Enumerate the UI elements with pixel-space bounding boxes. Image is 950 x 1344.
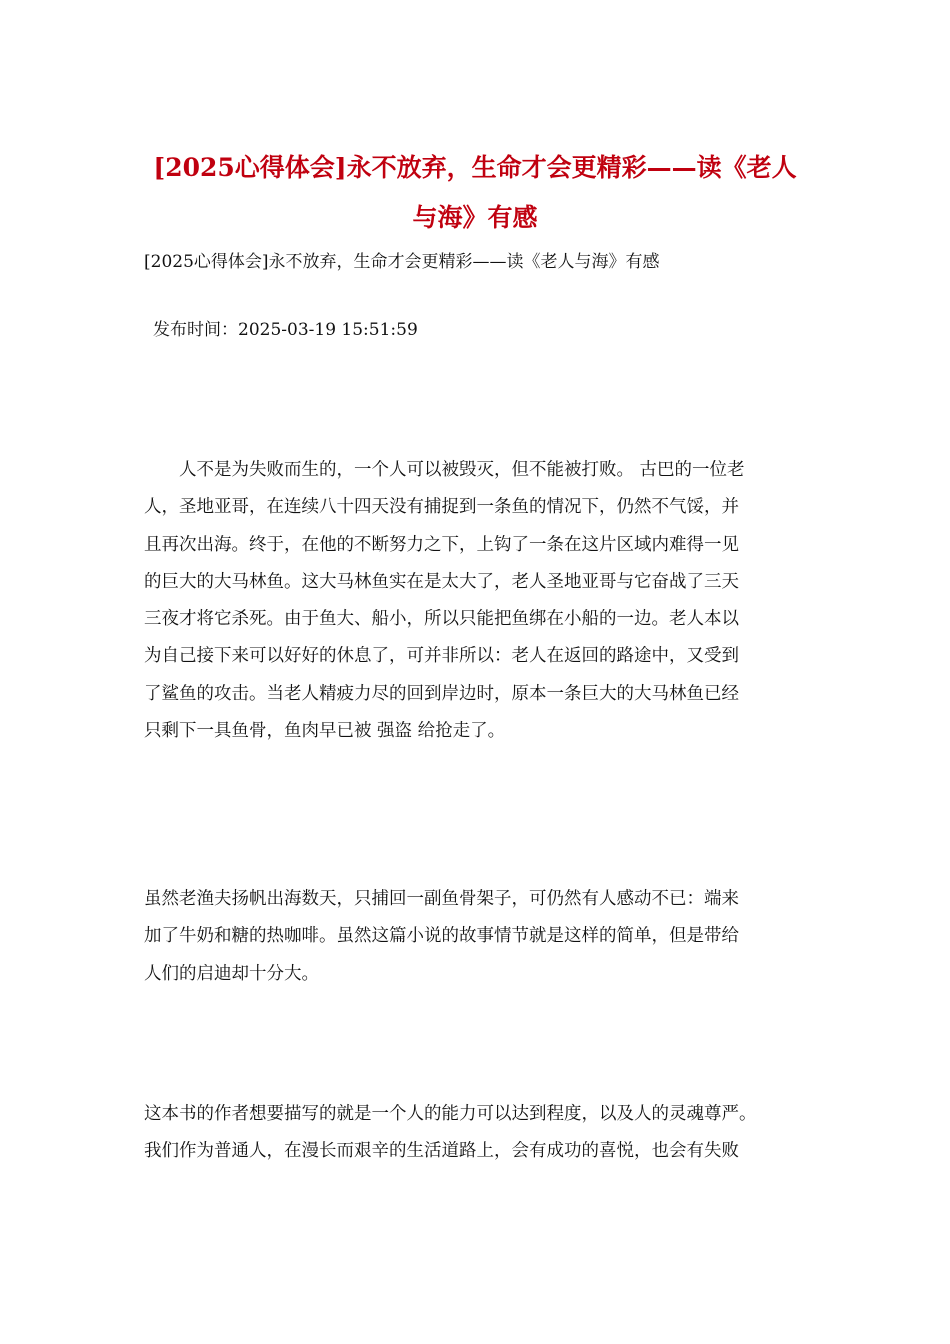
paragraph-line: 人不是为失败而生的，一个人可以被毁灭，但不能被打败。 古巴的一位老 <box>144 460 745 480</box>
publish-time: 发布时间：2025-03-19 15:51:59 <box>153 320 418 340</box>
paragraph-line: 人，圣地亚哥，在连续八十四天没有捕捉到一条鱼的情况下，仍然不气馁，并 <box>144 497 739 518</box>
paragraph-line: 虽然老渔夫扬帆出海数天，只捕回一副鱼骨架子，可仍然有人感动不已：端来 <box>144 889 739 909</box>
paragraph-line: 只剩下一具鱼骨，鱼肉早已被 强盗 给抢走了。 <box>144 721 506 742</box>
paragraph-2 <box>144 881 824 993</box>
paragraph-line: 人们的启迪却十分大。 <box>144 963 319 984</box>
paragraph-line: 且再次出海。终于，在他的不断努力之下，上钩了一条在这片区域内难得一见 <box>144 534 739 555</box>
paragraph-line: 我们作为普通人，在漫长而艰辛的生活道路上，会有成功的喜悦，也会有失败 <box>144 1141 739 1162</box>
paragraph-line: 了鲨鱼的攻击。当老人精疲力尽的回到岸边时，原本一条巨大的大马林鱼已经 <box>144 683 739 704</box>
title-line-2: 与海》有感 <box>412 203 538 232</box>
document-title <box>130 143 820 243</box>
paragraph-line: 这本书的作者想要描写的就是一个人的能力可以达到程度，以及人的灵魂尊严。 <box>144 1104 757 1124</box>
paragraph-3 <box>144 1096 824 1171</box>
paragraph-1 <box>144 452 824 750</box>
paragraph-line: 的巨大的大马林鱼。这大马林鱼实在是太大了，老人圣地亚哥与它奋战了三天 <box>144 571 739 592</box>
paragraph-line: 加了牛奶和糖的热咖啡。虽然这篇小说的故事情节就是这样的简单，但是带给 <box>144 926 739 947</box>
document-subtitle: [2025心得体会]永不放弃，生命才会更精彩——读《老人与海》有感 <box>144 252 660 272</box>
paragraph-line: 三夜才将它杀死。由于鱼大、船小，所以只能把鱼绑在小船的一边。老人本以 <box>144 609 739 630</box>
paragraph-line: 为自己接下来可以好好的休息了，可并非所以：老人在返回的路途中，又受到 <box>144 646 739 667</box>
title-line-1: [2025心得体会]永不放弃，生命才会更精彩——读《老人 <box>153 153 797 182</box>
